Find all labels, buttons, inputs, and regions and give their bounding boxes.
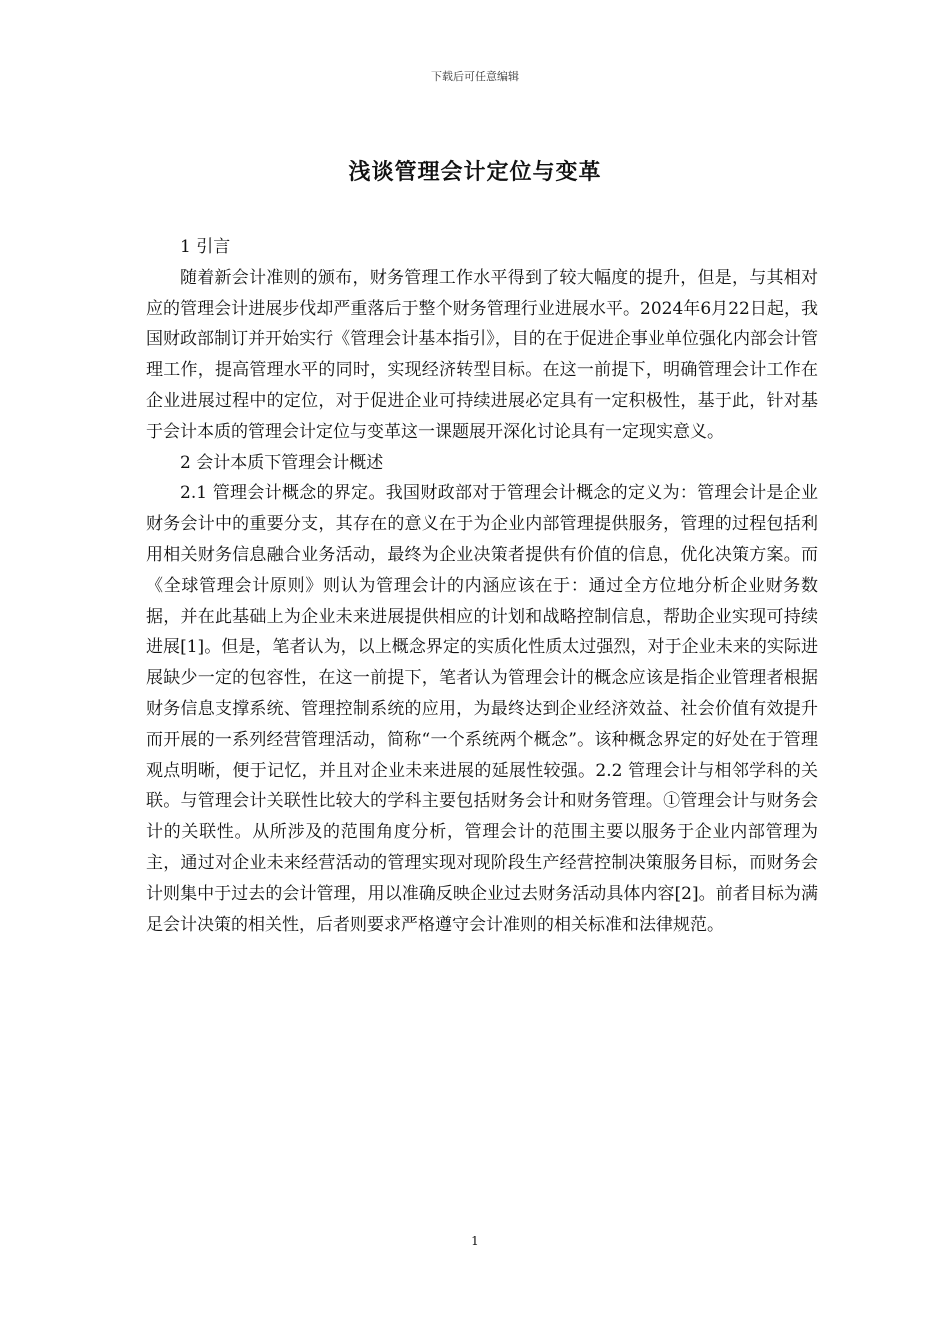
section-heading-overview: 2 会计本质下管理会计概述 [180,452,384,473]
document-body [146,232,818,940]
document-title: 浅谈管理会计定位与变革 [348,159,602,185]
paragraph-concept: 2.1 管理会计概念的界定。我国财政部对于管理会计概念的定义为：管理会计是企业财务会计中的重要分支，其存在的意义在于为企业内部管理提供服务，管理的过程包括利用相关财务信息融合业务活动，最终为企业决策者提供有价值的信息，优化决策方案。而《全球管理会计原则》则认为管理会计的内涵应该在于：通过全方位地分析企业财务数据，并在此基础上为企业未来进展提供相应的计划和战略控制信息，帮助企业实现可持续进展[1]。但是，笔者认为，以上概念界定的实质化性质太过强烈，对于企业未来的实际进展缺少一定的包容性，在这一前提下，笔者认为管理会计的概念应该是指企业管理者根据财务信息支撑系统、管理控制系统的应用，为最终达到企业经济效益、社会价值有效提升而开展的一系列经营管理活动，简称“一个系统两个概念”。该种概念界定的好处在于管理观点明晰，便于记忆，并且对企业未来进展的延展性较强。2.2 管理会计与相邻学科的关联。与管理会计关联性比较大的学科主要包括财务会计和财务管理。①管理会计与财务会计的关联性。从所涉及的范围角度分析，管理会计的范围主要以服务于企业内部管理为主，通过对企业未来经营活动的管理实现对现阶段生产经营控制决策服务目标，而财务会计则集中于过去的会计管理，用以准确反映企业过去财务活动具体内容[2]。前者目标为满足会计决策的相关性，后者则要求严格遵守会计准则的相关标准和法律规范。 [146,483,818,935]
section-heading-intro: 1 引言 [180,237,231,257]
paragraph-intro: 随着新会计准则的颁布，财务管理工作水平得到了较大幅度的提升，但是，与其相对应的管理会计进展步伐却严重落后于整个财务管理行业进展水平。2024年6月22日起，我国财政部制订并开始实行《管理会计基本指引》，目的在于促进企事业单位强化内部会计管理工作，提高管理水平的同时，实现经济转型目标。在这一前提下，明确管理会计工作在企业进展过程中的定位，对于促进企业可持续进展必定具有一定积极性，基于此，针对基于会计本质的管理会计定位与变革这一课题展开深化讨论具有一定现实意义。 [146,267,818,442]
page-number: 1 [471,1234,479,1248]
header-note: 下载后可任意编辑 [431,70,519,83]
